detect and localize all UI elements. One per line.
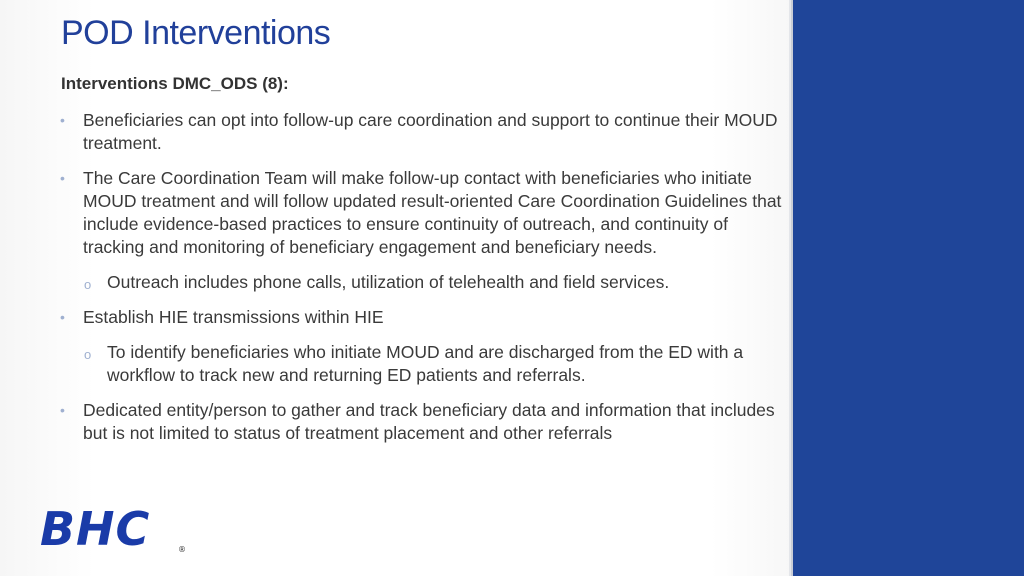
bhc-logo <box>40 500 195 555</box>
sub-bullet-marker: o <box>84 347 92 362</box>
bullet-list <box>60 109 782 457</box>
bullet-marker: • <box>60 170 65 186</box>
bullet-marker: • <box>60 402 65 418</box>
logo-text: BHC <box>40 502 151 555</box>
bullet-item <box>60 306 782 329</box>
sub-bullet-marker: o <box>84 277 92 292</box>
sub-bullet-item <box>60 271 782 294</box>
slide-subtitle: Interventions DMC_ODS (8): <box>61 74 289 93</box>
sub-bullet-item <box>60 341 782 387</box>
slide-title: POD Interventions <box>61 14 331 52</box>
bullet-text: Beneficiaries can opt into follow-up care coordination and support to continue their MOUD treatment. <box>83 110 778 153</box>
side-panel <box>791 0 1024 576</box>
bullet-text: Dedicated entity/person to gather and track beneficiary data and information that includes but is not limited to status of treatment placement and other referrals <box>83 400 775 443</box>
bullet-item <box>60 399 782 445</box>
bullet-text: Establish HIE transmissions within HIE <box>83 307 384 327</box>
bullet-text: The Care Coordination Team will make follow-up contact with beneficiaries who initiate MOUD treatment and will follow updated result-oriented Care Coordination Guidelines that include evidence-based practices to ensure continuity of outreach, and continuity of tracking and monitoring of beneficiary engagement and beneficiary needs. <box>83 168 782 257</box>
bullet-item <box>60 167 782 259</box>
bullet-marker: • <box>60 112 65 128</box>
bullet-marker: • <box>60 309 65 325</box>
sub-bullet-text: Outreach includes phone calls, utilization of telehealth and field services. <box>107 272 670 292</box>
registered-mark: ® <box>178 545 186 554</box>
bullet-item <box>60 109 782 155</box>
sub-bullet-text: To identify beneficiaries who initiate MOUD and are discharged from the ED with a workflow to track new and returning ED patients and referrals. <box>107 342 744 385</box>
